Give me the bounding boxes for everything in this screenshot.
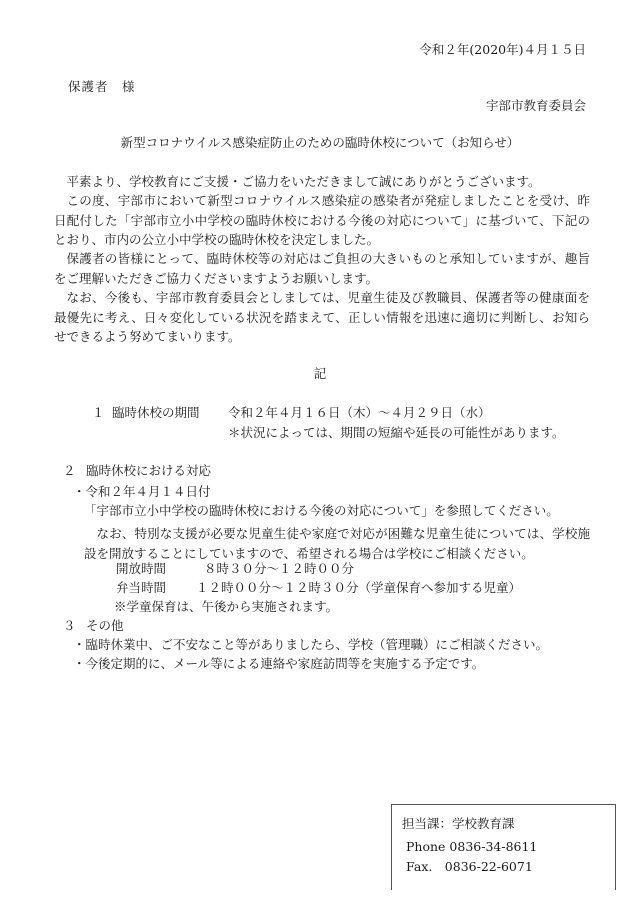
open-hours-label: 開放時間 xyxy=(116,561,167,576)
body-paragraph-3: 保護者の皆様にとって、臨時休校等の対応はご負担の大きいものと承知していますが、趣旨をご理解いただきご協力くださいますようお願いします。 xyxy=(54,251,590,286)
section-2-note: ※学童保育は、午後から実施されます。 xyxy=(114,599,339,614)
section-1-number: １ xyxy=(92,405,105,420)
open-hours-value: ８時３０分～１２時００分 xyxy=(204,561,355,576)
section-3-bullet-1: ・臨時休業中、ご不安なこと等がありましたら、学校（管理職）にご相談ください。 xyxy=(73,637,549,652)
section-3-bullet-2: ・今後定期的に、メール等による連絡や家庭訪問等を実施する予定です。 xyxy=(73,656,485,671)
section-2-bullet: ・令和２年４月１４日付 xyxy=(73,484,211,499)
section-1-label: 臨時休校の期間 xyxy=(112,405,200,420)
body-paragraph-2: この度、宇部市において新型コロナウイルス感染症の感染者が発症しましたことを受け、昨日配付した「宇部市立小中学校の臨時休校における今後の対応について」に基づいて、下記のとおり、市内の公立小中学校の臨時休校を決定しました。 xyxy=(54,193,590,247)
section-2-title: 臨時休校における対応 xyxy=(86,463,212,478)
section-1-note: ＊状況によっては、期間の短縮や延長の可能性があります。 xyxy=(228,425,565,440)
section-3-title: その他 xyxy=(86,618,124,633)
document-date: 令和２年(2020年)４月１５日 xyxy=(419,42,586,57)
lunch-hours-label: 弁当時間 xyxy=(116,580,167,595)
contact-phone: Phone 0836-34-8611 xyxy=(406,839,538,854)
lunch-hours-value: １２時００分～１２時３０分（学童保育へ参加する児童） xyxy=(196,580,522,595)
section-1-period: 令和２年４月１６日（木）～４月２９日（水） xyxy=(228,405,491,420)
document-title: 新型コロナウイルス感染症防止のための臨時休校について（お知らせ） xyxy=(120,135,520,150)
contact-department: 担当課：学校教育課 xyxy=(402,816,515,831)
section-2-paragraph: なお、特別な支援が必要な児童生徒や家庭で対応が困難な児童生徒については、学校施設を開放することにしていますので、希望される場合は学校にご相談ください。 xyxy=(84,526,590,561)
contact-fax: Fax. 0836-22-6071 xyxy=(406,859,533,874)
body-paragraph-4: なお、今後も、宇部市教育委員会としましては、児童生徒及び教職員、保護者等の健康面を最優先に考え、日々変化している状況を踏まえて、正しい情報を迅速に適切に判断し、お知らせできるよう努めてまいります。 xyxy=(54,290,590,344)
ki-heading: 記 xyxy=(313,366,327,381)
addressee: 保護者 様 xyxy=(68,79,136,94)
section-3-number: ３ xyxy=(63,618,76,633)
body-paragraph-1: 平素より、学校教育にご支援・ご協力をいただきまして誠にありがとうございます。 xyxy=(66,174,541,189)
section-2-number: ２ xyxy=(63,463,76,478)
section-2-reference: 「宇部市立小中学校の臨時休校における今後の対応について」を参照してください。 xyxy=(84,503,559,518)
sender: 宇部市教育委員会 xyxy=(485,98,586,113)
